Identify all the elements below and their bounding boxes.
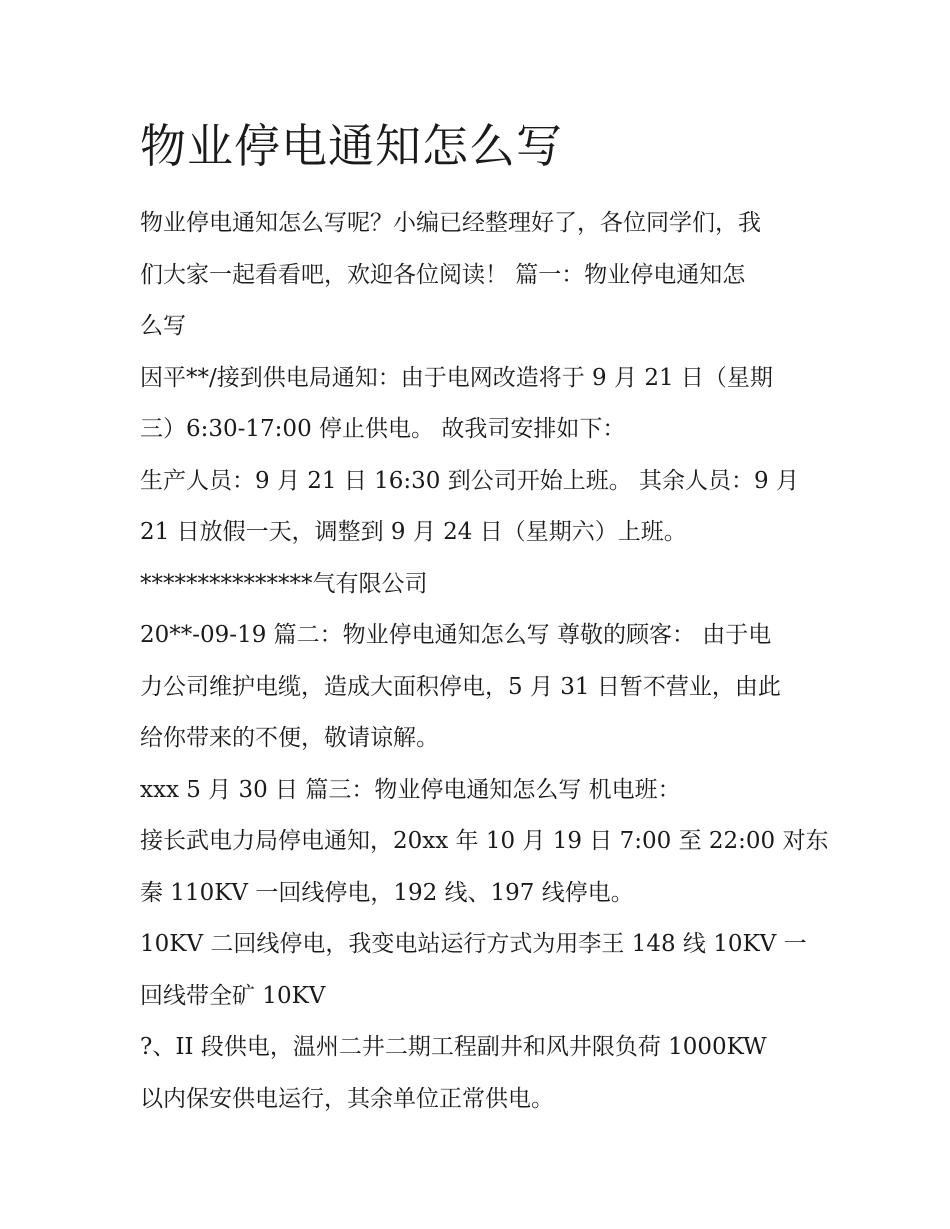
body-line: 物业停电通知怎么写呢？小编已经整理好了，各位同学们，我: [140, 210, 761, 236]
body-line: 10KV 二回线停电，我变电站运行方式为用李王 148 线 10KV 一: [140, 931, 807, 957]
body-line: 生产人员：9 月 21 日 16:30 到公司开始上班。 其余人员：9 月: [140, 467, 799, 494]
body-line: 21 日放假一天，调整到 9 月 24 日（星期六）上班。: [140, 519, 687, 545]
body-line: 给你带来的不便，敬请谅解。: [140, 725, 439, 751]
body-line: 以内保安供电运行，其余单位正常供电。: [140, 1085, 554, 1112]
body-line: 接长武电力局停电通知，20xx 年 10 月 19 日 7:00 至 22:00 对东: [140, 828, 829, 854]
body-line: 回线带全矿 10KV: [140, 982, 326, 1009]
body-line: ?、II 段供电，温州二井二期工程副井和风井限负荷 1000KW: [140, 1034, 767, 1060]
body-line: 秦 110KV 一回线停电，192 线、197 线停电。: [140, 879, 634, 906]
body-line: 因平**/接到供电局通知：由于电网改造将于 9 月 21 日（星期: [140, 364, 773, 391]
body-line: 么写: [140, 313, 186, 339]
body-line: 三）6:30-17:00 停止供电。 故我司安排如下：: [140, 416, 626, 442]
document-page: [140, 112, 829, 1125]
document-title: 物业停电通知怎么写: [140, 119, 563, 173]
body-line: 20**-09-19 篇二：物业停电通知怎么写 尊敬的顾客： 由于电: [140, 622, 772, 648]
body-line: 们大家一起看看吧，欢迎各位阅读！ 篇一：物业停电通知怎: [140, 261, 746, 288]
document-body: [140, 198, 829, 1125]
body-line: ***************气有限公司: [140, 570, 428, 597]
body-line: 力公司维护电缆，造成大面积停电，5 月 31 日暂不营业，由此: [140, 673, 781, 700]
body-line: xxx 5 月 30 日 篇三：物业停电通知怎么写 机电班：: [140, 776, 681, 803]
